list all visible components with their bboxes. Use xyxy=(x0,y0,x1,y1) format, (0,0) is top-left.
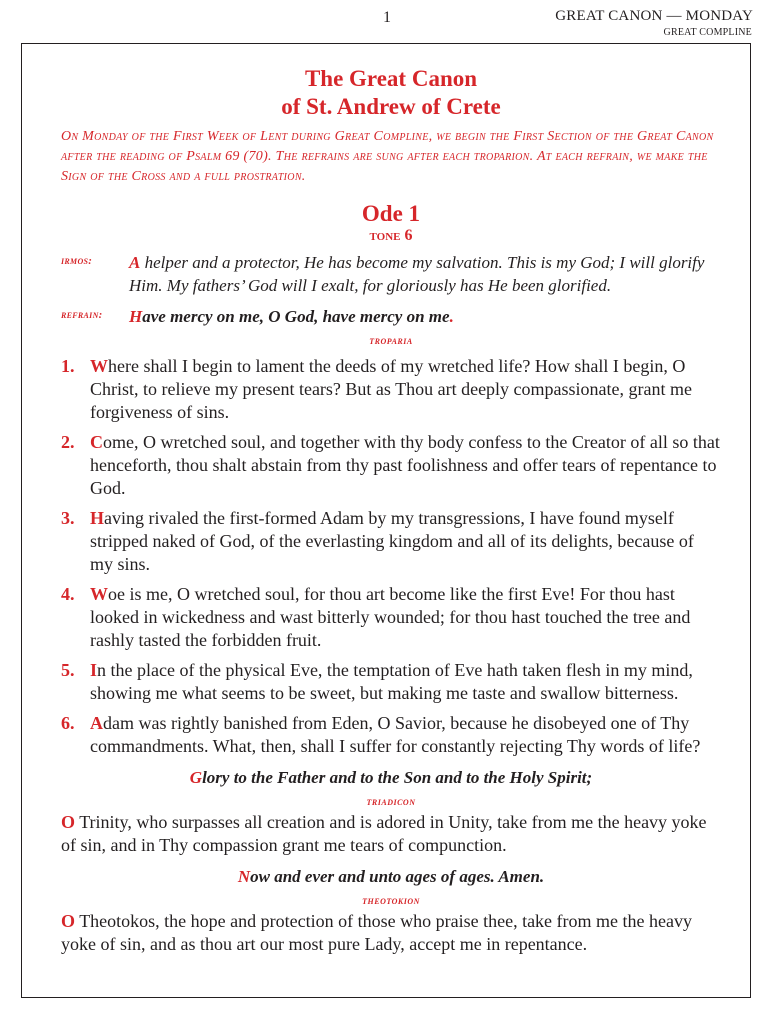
troparion-number: 4. xyxy=(61,584,75,604)
irmos-text xyxy=(129,251,721,297)
ode-title: Ode 1 xyxy=(361,201,421,226)
troparion-body: aving rivaled the first-formed Adam by my transgressions, I have found myself stripped naked of God, of the everlasting kingdom and all of its delights, because of my sins. xyxy=(90,508,694,574)
troparion-text xyxy=(90,355,721,424)
troparion-item xyxy=(61,712,721,758)
refrain-end: . xyxy=(449,307,454,326)
triadicon-label: triadicon xyxy=(366,794,416,808)
troparion-text xyxy=(90,659,721,705)
troparion-initial: W xyxy=(90,356,108,376)
irmos-body: helper and a protector, He has become my salvation. This is my God; I will glorify Him. My fathers’ God will I exalt, for gloriously has He been glorified. xyxy=(129,253,705,295)
troparion-number: 5. xyxy=(61,660,75,680)
now-and-ever-doxology xyxy=(61,865,721,888)
page-title xyxy=(61,65,721,121)
troparion-number: 6. xyxy=(61,713,75,733)
troparion-number: 1. xyxy=(61,356,75,376)
theotokion-label: theotokion xyxy=(362,893,420,907)
page-content xyxy=(61,65,721,956)
triadicon-initial: O xyxy=(61,812,76,832)
troparion-item xyxy=(61,355,721,424)
theotokion-text xyxy=(61,910,721,956)
troparion-body: oe is me, O wretched soul, for thou art become like the first Eve! For thou hast looked in wickedness and wast bitterly wounded; for thou hast touched the tree and rashly tasted the forbidden fruit. xyxy=(90,584,691,650)
troparion-body: ome, O wretched soul, and together with thy body confess to the Creator of all so that henceforth, thou shalt abstain from thy past foolishness and offer tears of repentance to God. xyxy=(90,432,720,498)
title-line-2: of St. Andrew of Crete xyxy=(281,94,501,119)
refrain-initial: H xyxy=(129,307,143,326)
troparion-initial: W xyxy=(90,584,108,604)
troparion-body: dam was rightly banished from Eden, O Savior, because he disobeyed one of Thy commandments. What, then, shall I suffer for constantly rejecting Thy words of life? xyxy=(90,713,701,756)
triadicon-text xyxy=(61,811,721,857)
refrain-block xyxy=(61,305,721,328)
troparion-text xyxy=(90,712,721,758)
rubric-instructions: On Monday of the First Week of Lent during Great Compline, we begin the First Section of the Great Canon after the reading of Psalm 69 (70). The refrains are sung after each troparion. At each refrain, we make the Sign of the Cross and a full prostration. xyxy=(61,129,714,184)
troparion-text xyxy=(90,507,721,576)
tone-label: tone 6 xyxy=(369,227,413,244)
now-body: ow and ever and unto ages of ages. Amen. xyxy=(250,867,545,886)
troparion-item xyxy=(61,431,721,500)
glory-body: lory to the Father and to the Son and to the Holy Spirit; xyxy=(202,768,593,787)
glory-doxology xyxy=(61,766,721,789)
glory-initial: G xyxy=(189,768,203,787)
troparion-initial: A xyxy=(90,713,103,733)
theotokion-body: Theotokos, the hope and protection of those who praise thee, take from me the heavy yoke of sin, and as thou art our most pure Lady, accept me in repentance. xyxy=(61,911,692,954)
troparion-initial: C xyxy=(90,432,103,452)
troparion-number: 2. xyxy=(61,432,75,452)
troparia-label: troparia xyxy=(369,333,413,347)
refrain-body: ave mercy on me, O God, have mercy on me xyxy=(142,307,450,326)
page-number: 1 xyxy=(383,9,391,26)
troparion-body: n the place of the physical Eve, the temptation of Eve hath taken flesh in my mind, showing me what seems to be sweet, but making me taste and swallow bitterness. xyxy=(90,660,693,703)
running-subtitle: GREAT COMPLINE xyxy=(663,27,752,38)
refrain-text xyxy=(129,305,454,328)
troparion-number: 3. xyxy=(61,508,75,528)
triadicon-body: Trinity, who surpasses all creation and is adored in Unity, take from me the heavy yoke of sin, and in Thy compassion grant me tears of compunction. xyxy=(61,812,707,855)
troparion-text xyxy=(90,431,721,500)
troparion-text xyxy=(90,583,721,652)
title-line-1: The Great Canon xyxy=(304,66,478,91)
troparion-body: here shall I begin to lament the deeds of my wretched life? How shall I begin, O Christ, to relieve my present tears? But as Thou art deeply compassionate, grant me forgiveness of sins. xyxy=(90,356,692,422)
running-title: GREAT CANON — MONDAY xyxy=(555,8,753,24)
troparion-item xyxy=(61,659,721,705)
irmos-label: irmos: xyxy=(61,255,93,267)
refrain-label: refrain: xyxy=(61,309,103,321)
now-initial: N xyxy=(237,867,251,886)
troparion-initial: I xyxy=(90,660,98,680)
irmos-initial: A xyxy=(129,253,141,272)
troparion-item xyxy=(61,583,721,652)
troparion-item xyxy=(61,507,721,576)
troparion-initial: H xyxy=(90,508,105,528)
irmos-block xyxy=(61,251,721,297)
theotokion-initial: O xyxy=(61,911,76,931)
